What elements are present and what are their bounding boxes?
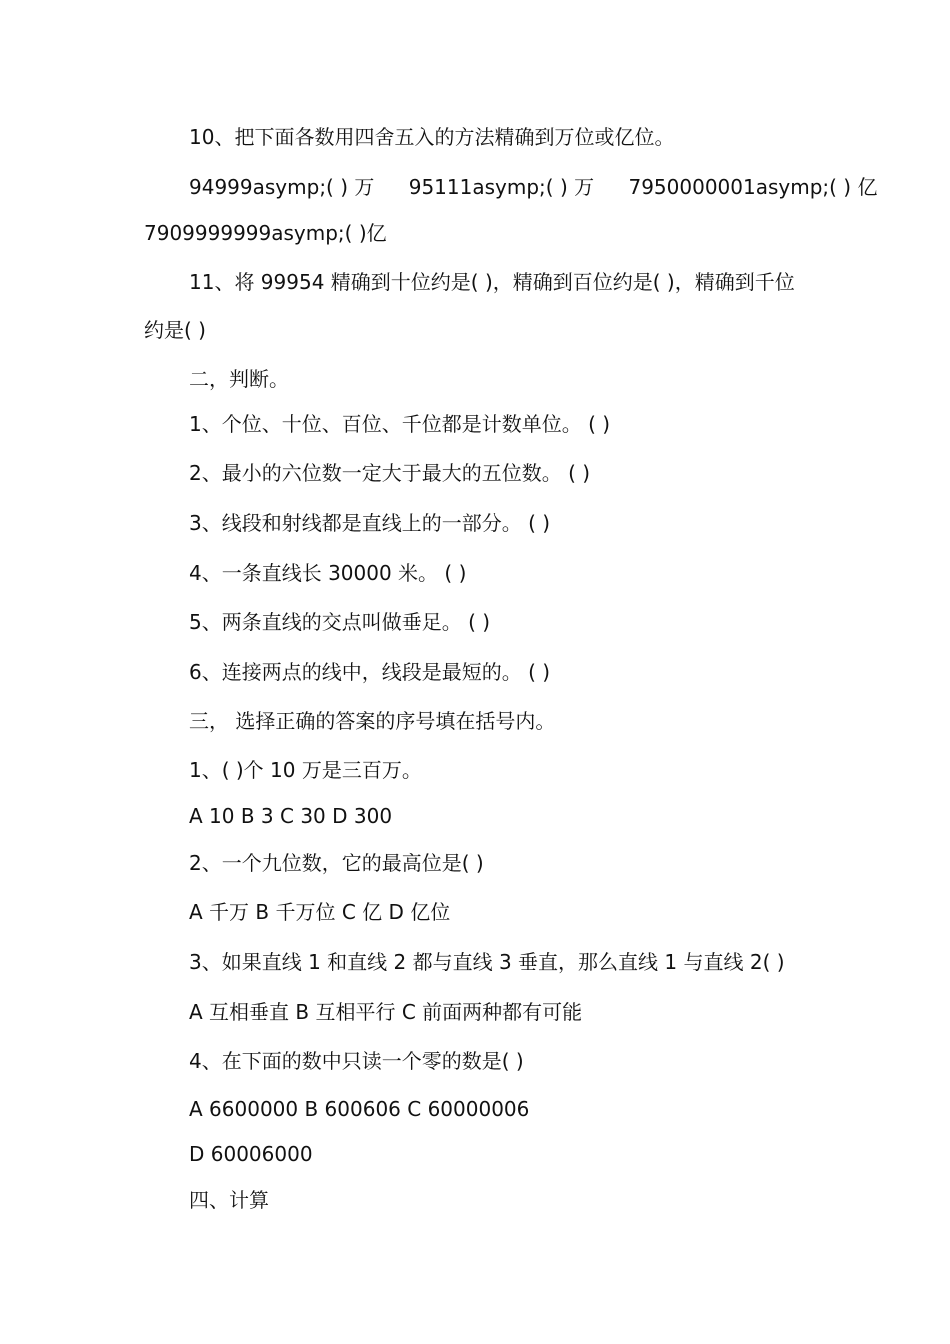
section-heading-judgment: 二，判断。 [189,367,289,391]
question-11-continued: 约是( ) [144,318,206,342]
judgment-item-5: 5、两条直线的交点叫做垂足。 ( ) [189,610,491,634]
judgment-item-6: 6、连接两点的线中，线段是最短的。 ( ) [189,660,551,684]
judgment-item-1: 1、个位、十位、百位、千位都是计数单位。 ( ) [189,412,611,436]
choice-options-1: A 10 B 3 C 30 D 300 [189,804,393,828]
choice-question-2: 2、一个九位数，它的最高位是( ) [189,851,484,875]
section-heading-calculation: 四、计算 [189,1188,269,1212]
question-11: 11、将 99954 精确到十位约是( )，精确到百位约是( )，精确到千位 [189,270,795,294]
question-10-items [189,175,877,199]
judgment-item-3: 3、线段和射线都是直线上的一部分。 ( ) [189,511,551,535]
choice-options-3: A 互相垂直 B 互相平行 C 前面两种都有可能 [189,1000,583,1024]
section-heading-choice: 三， 选择正确的答案的序号填在括号内。 [189,709,556,733]
choice-options-2: A 千万 B 千万位 C 亿 D 亿位 [189,900,451,924]
question-10-item-4: 7909999999asymp;( )亿 [144,221,387,245]
choice-question-4: 4、在下面的数中只读一个零的数是( ) [189,1049,524,1073]
choice-options-4a: A 6600000 B 600606 C 60000006 [189,1097,530,1121]
question-10-item-1: 94999asymp;( ) 万 [189,175,375,199]
judgment-item-2: 2、最小的六位数一定大于最大的五位数。 ( ) [189,461,591,485]
question-10-item-3: 7950000001asymp;( ) 亿 [628,175,878,199]
question-10-item-2: 95111asymp;( ) 万 [408,175,595,199]
judgment-item-4: 4、一条直线长 30000 米。 ( ) [189,561,467,585]
choice-question-1: 1、( )个 10 万是三百万。 [189,758,422,782]
question-10: 10、把下面各数用四舍五入的方法精确到万位或亿位。 [189,125,675,149]
choice-options-4b: D 60006000 [189,1142,313,1166]
choice-question-3: 3、如果直线 1 和直线 2 都与直线 3 垂直，那么直线 1 与直线 2( ) [189,950,785,974]
